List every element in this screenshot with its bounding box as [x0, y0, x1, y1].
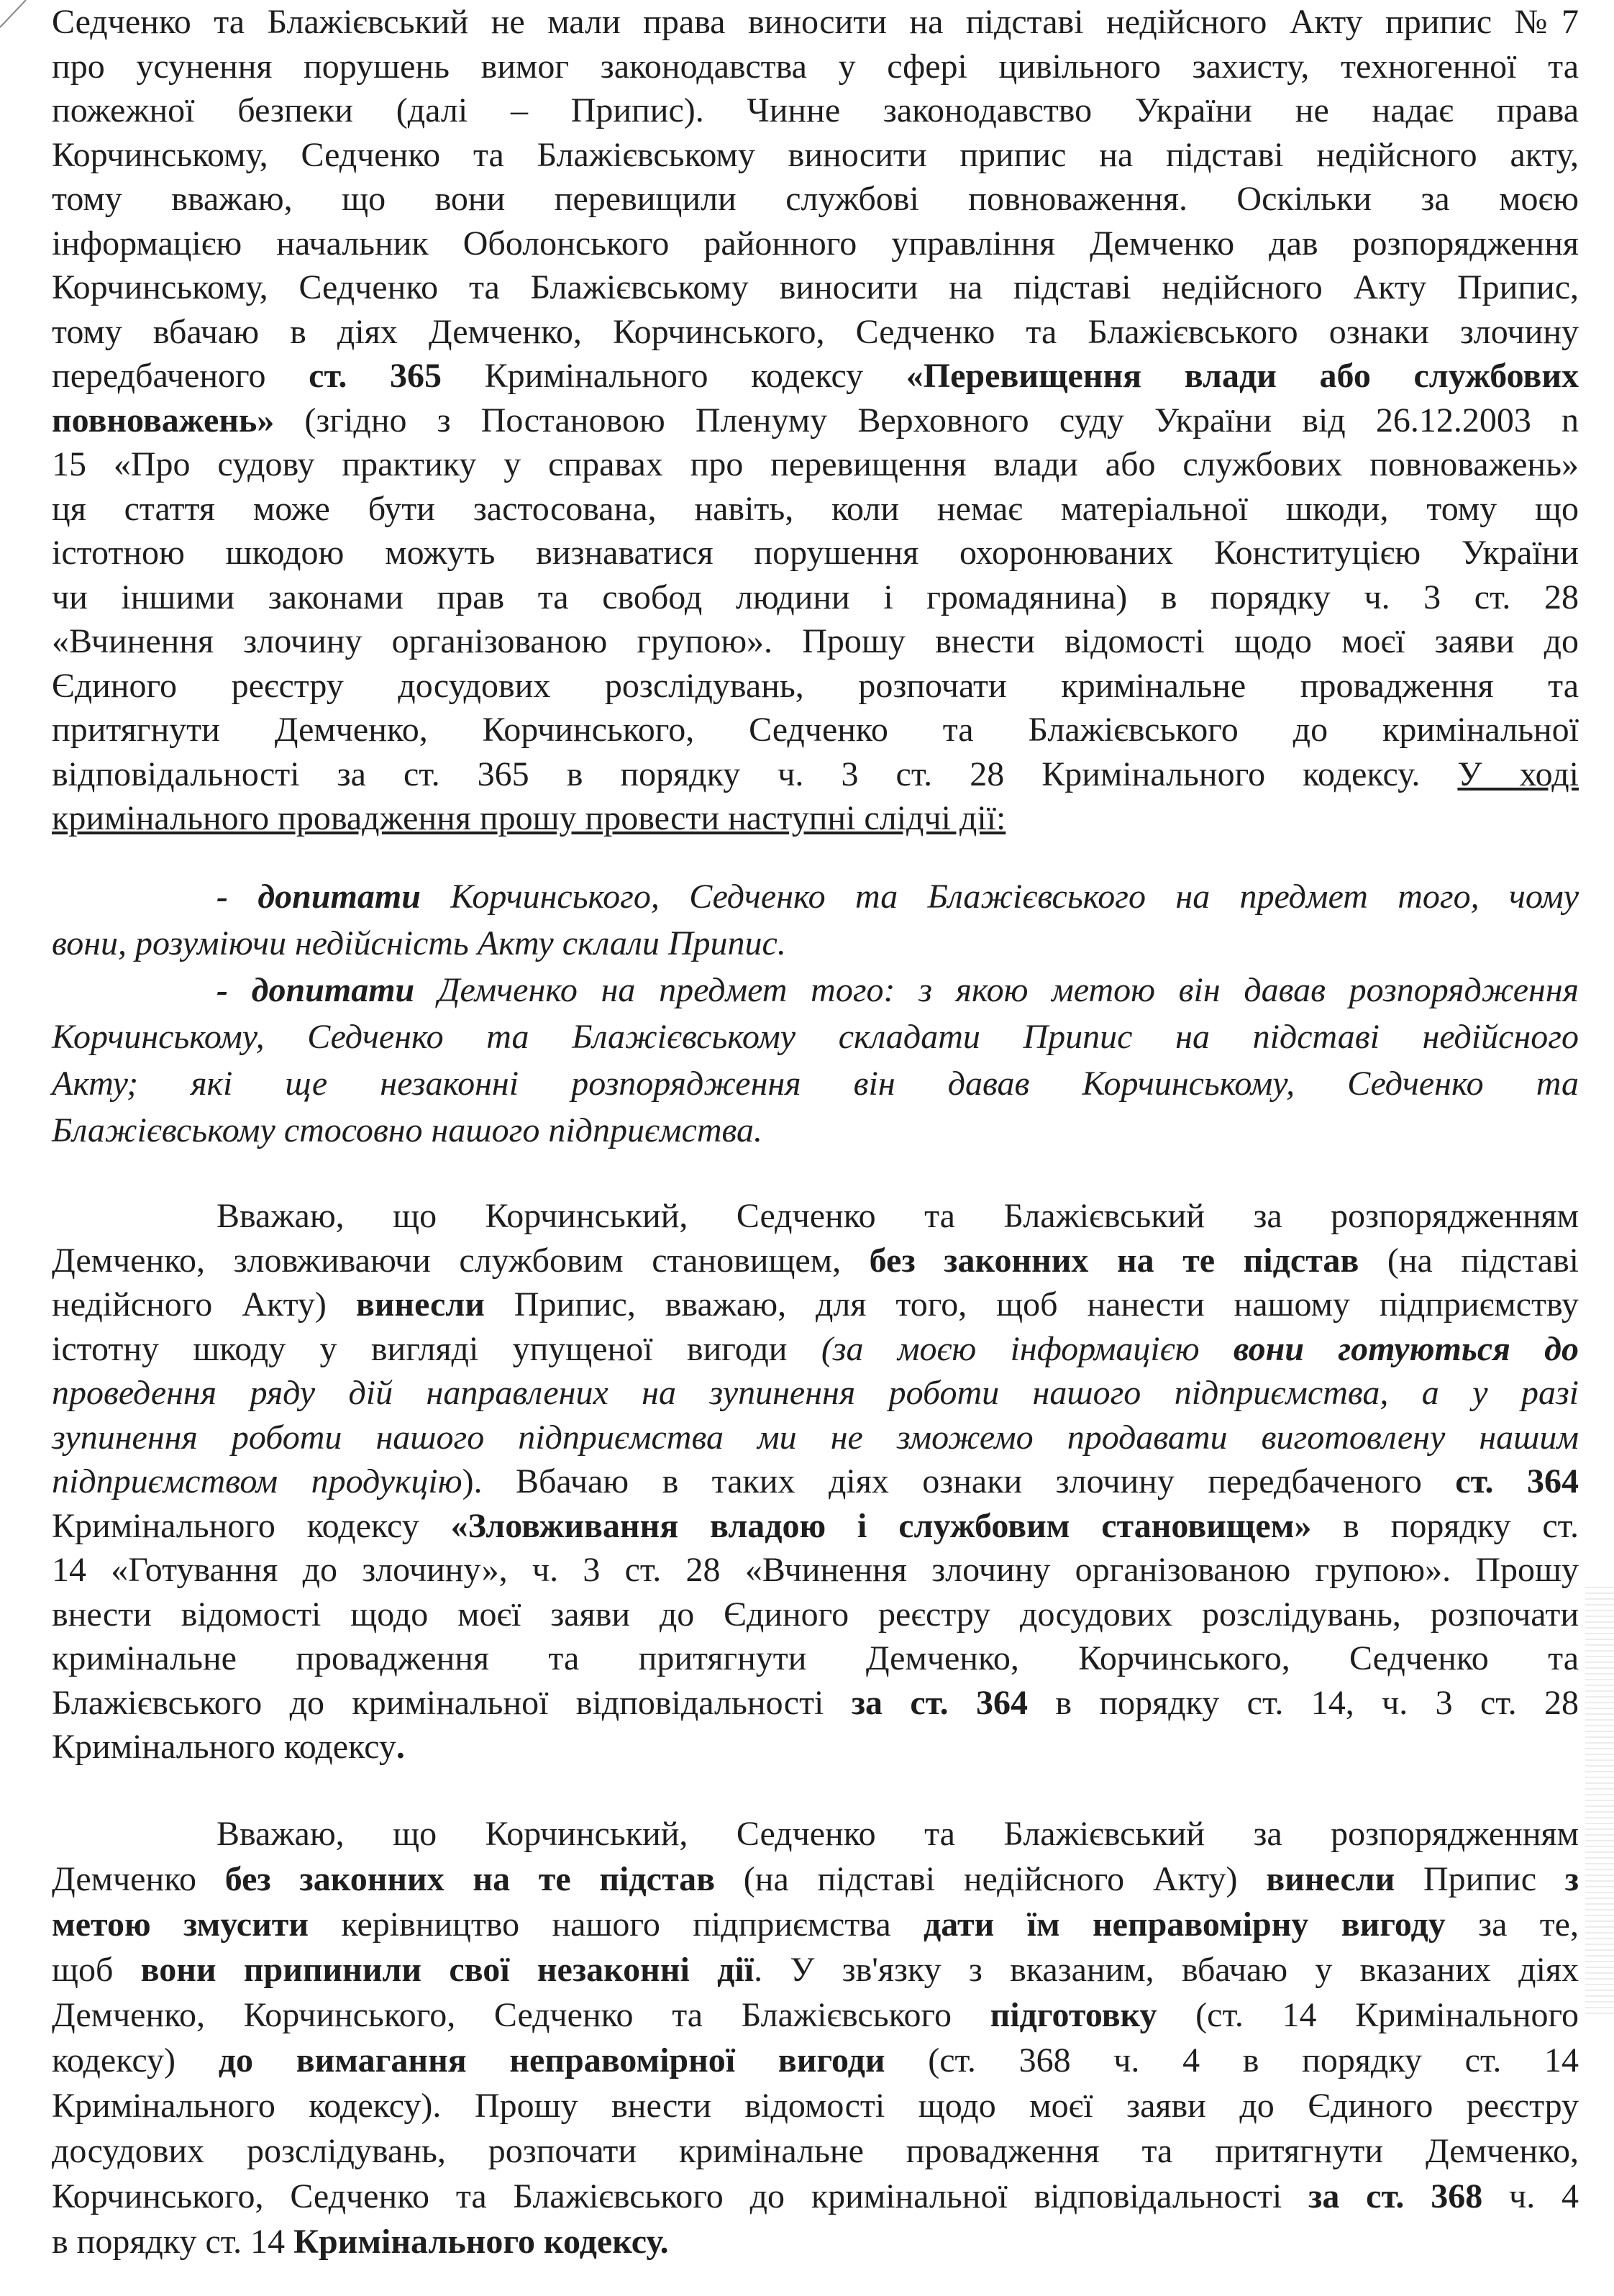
paragraph-extortion: [52, 1811, 1579, 2264]
text-line: [52, 1459, 1579, 1504]
text-run: ). Вбачаю в таких діях ознаки злочину передбаченого: [462, 1462, 1456, 1500]
text-run: Вважаю, що Корчинський, Седченко та Блажієвський за розпорядженням: [216, 1815, 1579, 1853]
bold-text: винесли: [1266, 1860, 1395, 1898]
italic-text: Корчинському, Седченко та Блажієвському складати Припис на підставі недійсного: [52, 1018, 1579, 1056]
text-line: [52, 1548, 1579, 1593]
bold-text: «Зловживання владою і службовим становищем»: [450, 1506, 1312, 1545]
text-line: [52, 1857, 1579, 1902]
text-run: (ст. 368 ч. 4 в порядку ст. 14: [885, 2041, 1579, 2079]
text-run: досудових розслідувань, розпочати кримінальне провадження та притягнути Демченко,: [52, 2132, 1579, 2170]
text-line: [52, 1902, 1579, 1947]
italic-text: Акту; які ще незаконні розпорядження він давав Корчинському, Седченко та: [52, 1065, 1579, 1103]
bold-text: вони припинили свої незаконні дії: [140, 1951, 754, 1989]
text-run: Демченко, Корчинського, Седченко та Блажієвського: [52, 1996, 990, 2034]
italic-text: (за моєю інформацією: [821, 1329, 1234, 1368]
text-line: [52, 708, 1579, 752]
text-line: [52, 265, 1579, 310]
text-run: (згідно з Постановою Пленуму Верховного суду України від 26.12.2003 n: [274, 401, 1579, 439]
text-line: [52, 1371, 1579, 1416]
text-line: [52, 1811, 1579, 1857]
text-run: Кримінального кодексу: [52, 1728, 396, 1766]
text-run: істотну шкоду у вигляді упущеної вигоди: [52, 1329, 821, 1368]
text-line: [52, 575, 1579, 620]
text-line: [52, 2128, 1579, 2174]
bold-text: дати їм неправомірну вигоду: [924, 1905, 1446, 1944]
bold-text: винесли: [355, 1285, 485, 1324]
text-run: щоб: [52, 1951, 141, 1989]
italic-text: Корчинського, Седченко та Блажієвського на предмет того, чому: [420, 878, 1579, 916]
text-run: в порядку ст. 14: [52, 2223, 294, 2261]
italic-text: зупинення роботи нашого підприємства ми не зможемо продавати виготовлену нашим: [52, 1418, 1579, 1457]
text-run: Кримінального кодексу). Прошу внести відомості щодо моєї заяви до Єдиного реєстру: [52, 2087, 1579, 2125]
text-run: Седченко та Блажієвський не мали права виносити на підставі недійсного Акту припис №7: [52, 3, 1579, 41]
text-run: «Вчинення злочину організованою групою». Прошу внести відомості щодо моєї заяви до: [52, 622, 1579, 660]
bold-text: «Перевищення влади або службових: [906, 357, 1579, 395]
text-line: [52, 1283, 1579, 1327]
bold-text: без законних на те підстав: [224, 1860, 716, 1898]
text-line: [52, 1194, 1579, 1239]
text-run: Припис: [1395, 1860, 1565, 1898]
text-line: [52, 398, 1579, 443]
text-line: [52, 664, 1579, 709]
text-run: Блажієвського до кримінальної відповідальності: [52, 1683, 852, 1722]
text-line: [52, 177, 1579, 222]
bold-text: з: [1564, 1860, 1579, 1898]
text-line: [52, 1327, 1579, 1372]
text-line: [52, 1636, 1579, 1681]
underlined-text: кримінального провадження прошу провести наступні слідчі дії:: [52, 799, 1006, 837]
text-line: [52, 88, 1579, 133]
bold-italic-text: вони готуються до: [1233, 1329, 1579, 1368]
text-line: [52, 752, 1579, 797]
text-line: [52, 45, 1579, 89]
bold-text: за ст. 364: [851, 1683, 1029, 1722]
italic-text: Блажієвському стосовно нашого підприємства.: [52, 1111, 762, 1149]
paragraph-excess-of-authority: [52, 0, 1579, 841]
text-run: ця стаття може бути застосована, навіть, коли немає матеріальної шкоди, тому що: [52, 489, 1579, 528]
text-line: [52, 2083, 1579, 2128]
text-run: в порядку ст.: [1311, 1506, 1579, 1545]
text-line: [52, 1593, 1579, 1637]
text-line: [52, 796, 1579, 841]
text-run: 14 «Готування до злочину», ч. 3 ст. 28 «Вчинення злочину організованою групою». Прошу: [52, 1551, 1579, 1589]
text-run: Демченко, зловживаючи службовим становищем,: [52, 1241, 870, 1280]
bold-text: підготовку: [990, 1996, 1157, 2034]
text-line: [52, 619, 1579, 664]
text-line: [52, 442, 1579, 487]
text-run: Єдиного реєстру досудових розслідувань, розпочати кримінальне провадження та: [52, 666, 1579, 705]
text-run: внести відомості щодо моєї заяви до Єдиного реєстру досудових розслідувань, розпочати: [52, 1595, 1579, 1634]
text-run: тому вважаю, що вони перевищили службові повноваження. Оскільки за моєю: [52, 180, 1579, 218]
text-run: керівництво нашого підприємства: [308, 1905, 924, 1944]
text-run: передбаченого: [52, 357, 309, 395]
text-run: Демченко: [52, 1860, 225, 1898]
italic-text: Демченко на предмет того: з якою метою він давав розпорядження: [414, 971, 1579, 1009]
bold-text: ст. 364: [1455, 1462, 1579, 1500]
italic-text: підприємством продукцію: [52, 1462, 462, 1500]
text-run: пожежної безпеки (далі – Припис). Чинне законодавство України не надає права: [52, 91, 1579, 129]
bold-text: за ст. 368: [1308, 2177, 1483, 2215]
text-run: (на підставі недійсного Акту): [715, 1860, 1267, 1898]
text-line: [52, 2174, 1579, 2219]
underlined-text: У ході: [1457, 755, 1579, 793]
text-line: [52, 531, 1579, 575]
text-run: притягнути Демченко, Корчинського, Седченко та Блажієвського до кримінальної: [52, 711, 1579, 749]
text-run: істотною шкодою можуть визнаватися порушення охоронюваних Конституцією України: [52, 534, 1579, 572]
bold-text: Кримінального кодексу.: [293, 2223, 669, 2261]
text-run: кодексу): [52, 2041, 219, 2079]
text-run: в порядку ст. 14, ч. 3 ст. 28: [1028, 1683, 1579, 1722]
text-run: Кримінального кодексу: [52, 1506, 451, 1545]
bold-text: без законних на те підстав: [869, 1241, 1359, 1280]
bold-text: .: [396, 1728, 405, 1766]
paragraph-abuse-of-power: [52, 1194, 1579, 1769]
text-line: [52, 1725, 1579, 1769]
text-run: недійсного Акту): [52, 1285, 356, 1324]
bold-italic-text: - допитати: [216, 878, 421, 916]
text-line: [52, 487, 1579, 532]
investigative-actions-list: [52, 873, 1579, 1154]
text-run: Кримінального кодексу: [442, 357, 906, 395]
text-line: [52, 1239, 1579, 1283]
text-line: [52, 1681, 1579, 1726]
bold-text: метою змусити: [52, 1905, 309, 1944]
text-line: [52, 354, 1579, 398]
text-run: чи іншими законами прав та свобод людини і громадянина) в порядку ч. 3 ст. 28: [52, 578, 1579, 616]
text-line: [52, 222, 1579, 266]
text-line: [52, 1947, 1579, 1992]
text-run: (ст. 14 Кримінального: [1157, 1996, 1579, 2034]
bold-text: ст. 365: [309, 357, 442, 395]
scan-noise-edge: [1585, 1582, 1614, 2014]
text-run: за те,: [1445, 1905, 1579, 1944]
text-line: [52, 967, 1579, 1013]
italic-text: вони, розуміючи недійсність Акту склали Припис.: [52, 924, 786, 962]
text-line: [52, 1504, 1579, 1549]
text-line: [52, 1107, 1579, 1154]
text-line: [52, 1060, 1579, 1107]
text-run: Припис, вважаю, для того, щоб нанести нашому підприємству: [484, 1285, 1579, 1324]
text-run: про усунення порушень вимог законодавства у сфері цивільного захисту, техногенної та: [52, 47, 1579, 86]
text-run: . У зв'язку з вказаним, вбачаю у вказаних діях: [754, 1951, 1579, 1989]
text-line: [52, 310, 1579, 355]
italic-text: проведення ряду дій направлених на зупинення роботи нашого підприємства, а у разі: [52, 1374, 1579, 1412]
text-run: інформацією начальник Оболонського районного управління Демченко дав розпорядження: [52, 224, 1579, 263]
text-run: Корчинського, Седченко та Блажієвського до кримінальної відповідальності: [52, 2177, 1309, 2215]
text-run: кримінальне провадження та притягнути Демченко, Корчинського, Седченко та: [52, 1639, 1579, 1677]
text-run: 15 «Про судову практику у справах про перевищення влади або службових повноважень»: [52, 445, 1579, 483]
text-run: ч. 4: [1482, 2177, 1579, 2215]
text-run: Корчинському, Седченко та Блажієвському виносити припис на підставі недійсного акту,: [52, 135, 1579, 174]
text-run: (на підставі: [1359, 1241, 1579, 1280]
text-line: [52, 1416, 1579, 1460]
text-line: [52, 133, 1579, 178]
text-line: [52, 873, 1579, 920]
text-run: Вважаю, що Корчинський, Седченко та Блажієвський за розпорядженням: [216, 1197, 1579, 1235]
text-line: [52, 0, 1579, 45]
bold-text: повноважень»: [52, 401, 275, 439]
text-line: [52, 2038, 1579, 2083]
text-line: [52, 1992, 1579, 2038]
text-run: тому вбачаю в діях Демченко, Корчинського, Седченко та Блажієвського ознаки злочину: [52, 312, 1579, 351]
text-line: [52, 2219, 1579, 2264]
bold-italic-text: - допитати: [216, 971, 415, 1009]
scan-corner-mark: [0, 0, 29, 29]
text-line: [52, 1013, 1579, 1060]
text-run: Корчинському, Седченко та Блажієвському виносити на підставі недійсного Акту Припис,: [52, 268, 1579, 306]
text-line: [52, 920, 1579, 967]
bold-text: до вимагання неправомірної вигоди: [218, 2041, 885, 2079]
text-run: відповідальності за ст. 365 в порядку ч. 3 ст. 28 Кримінального кодексу.: [52, 755, 1458, 793]
